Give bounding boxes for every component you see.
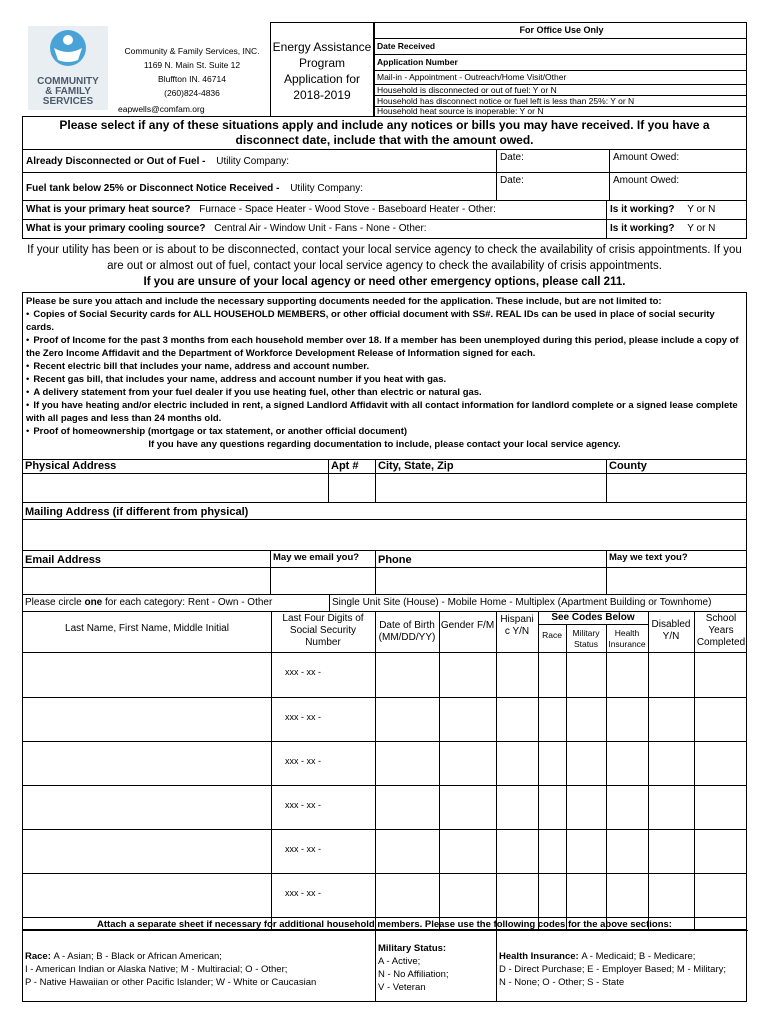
- may-email-input[interactable]: [271, 568, 375, 594]
- contact-section: [22, 551, 747, 595]
- col-race-header: Race: [542, 630, 562, 640]
- mailing-address-section: [22, 503, 747, 551]
- cooling-working-label: Is it working?: [610, 223, 675, 234]
- document-item: • Proof of homeownership (mortgage or tax statement, or another official document): [26, 426, 408, 437]
- may-email-label: May we email you?: [273, 552, 360, 563]
- mailing-address-label: Mailing Address (if different from physical): [25, 506, 249, 518]
- document-item: • Recent gas bill, that includes your name, address and account number if you heat with gas.: [26, 374, 447, 385]
- physical-address-section: [22, 460, 747, 503]
- col-dob-header: Date of Birth (MM/DD/YY): [378, 620, 436, 643]
- ssn-mask: xxx - xx -: [285, 888, 321, 898]
- may-text-label: May we text you?: [609, 552, 688, 563]
- table-row[interactable]: [23, 786, 746, 829]
- date-received-field[interactable]: Date Received: [375, 39, 746, 55]
- phone-label: Phone: [378, 554, 412, 566]
- org-name: Community & Family Services, INC.: [124, 46, 260, 56]
- heat-working-yn[interactable]: Y or N: [687, 204, 716, 215]
- cooling-working-yn[interactable]: Y or N: [687, 223, 716, 234]
- cooling-source-options[interactable]: Central Air - Window Unit - Fans - None - Other:: [214, 223, 427, 234]
- phone-input[interactable]: [376, 568, 606, 594]
- col-disabled-header: Disabled Y/N: [651, 619, 691, 642]
- table-row[interactable]: [23, 653, 746, 697]
- military-codes: Military Status: A - Active; N - No Affiliation; V - Veteran: [378, 943, 449, 993]
- svg-text:COMMUNITY: COMMUNITY: [37, 76, 99, 87]
- heat-source-row: [22, 201, 747, 220]
- col-gender-header: Gender F/M: [440, 620, 495, 631]
- heat-source-options[interactable]: Furnace - Space Heater - Wood Stove - Baseboard Heater - Other:: [199, 204, 496, 215]
- dwelling-type-options[interactable]: Single Unit Site (House) - Mobile Home - Multiplex (Apartment Building or Townhome): [332, 597, 712, 608]
- ssn-mask: xxx - xx -: [285, 712, 321, 722]
- fuel-below-label: Fuel tank below 25% or Disconnect Notice Received -: [26, 183, 280, 194]
- intake-method[interactable]: Mail-in - Appointment - Outreach/Home Visit/Other: [375, 71, 746, 85]
- col-military-header: Military Status: [572, 628, 600, 649]
- ssn-mask: xxx - xx -: [285, 800, 321, 810]
- email-input[interactable]: [23, 568, 270, 594]
- codes-legend: [22, 930, 747, 1002]
- col-hispanic-header: Hispanic Y/N: [500, 614, 534, 637]
- form-header: [22, 22, 747, 116]
- attach-sheet-note: Attach a separate sheet if necessary for additional household members. Please use the following codes for the above sections:: [97, 919, 672, 930]
- program-title-line4: 2018-2019: [293, 88, 351, 102]
- ssn-mask: xxx - xx -: [285, 844, 321, 854]
- county-label: County: [609, 460, 647, 472]
- community-family-services-logo: [28, 26, 108, 110]
- program-title-line1: Energy Assistance: [272, 40, 372, 54]
- housing-tenure-row[interactable]: Please circle one for each category: Rent - Own - Other: [25, 597, 273, 608]
- heat-working-label: Is it working?: [610, 204, 675, 215]
- required-documents: [22, 292, 747, 460]
- table-row[interactable]: [23, 874, 746, 917]
- table-row[interactable]: [23, 742, 746, 785]
- disconnected-label: Already Disconnected or Out of Fuel -: [26, 156, 206, 167]
- disconnect-date-field[interactable]: Date:: [496, 150, 609, 172]
- document-item: • A delivery statement from your fuel dealer if you use heating fuel, other than electric or natural gas.: [26, 387, 482, 398]
- cooling-source-label: What is your primary cooling source?: [26, 223, 206, 234]
- race-codes: Race: A - Asian; B - Black or African American; I - American Indian or Alaska Native; M - Multiracial; O - Other; P - Native Hawaiian or other Pacific Islander; W - White or Caucasian: [25, 951, 317, 988]
- disconnected-yn[interactable]: Household is disconnected or out of fuel: Y or N: [375, 85, 746, 96]
- svg-text:SERVICES: SERVICES: [42, 96, 94, 107]
- crisis-notice-211: If you are unsure of your local agency or need other emergency options, please call 211.: [143, 276, 626, 288]
- email-address-label: Email Address: [25, 554, 102, 566]
- table-row[interactable]: [23, 830, 746, 873]
- org-address-line1: 1169 N. Main St. Suite 12: [143, 60, 241, 70]
- program-title: [270, 22, 374, 116]
- situations-heading: Please select if any of these situations apply and include any notices or bills you may have received. If you have a disconnect date, include that with the amount owed.: [22, 116, 747, 150]
- city-state-zip-label: City, State, Zip: [378, 460, 454, 472]
- health-codes: Health Insurance: A - Medicaid; B - Medicare; D - Direct Purchase; E - Employer Based; M - Military; N - None; O - Other; S - State: [499, 951, 726, 988]
- county-input[interactable]: [607, 474, 747, 502]
- svg-text:& FAMILY: & FAMILY: [45, 86, 91, 97]
- fuel-date-field[interactable]: Date:: [496, 173, 609, 200]
- utility-company-label-2[interactable]: Utility Company:: [290, 183, 363, 194]
- crisis-notice-text: If your utility has been or is about to be disconnected, contact your local service agency to check the availability of crisis appointments. If you are out or almost out of fuel, contact your local service agency to check the availability of crisis appointments.: [27, 244, 742, 272]
- documents-intro: Please be sure you attach and include the necessary supporting documents needed for the application. These include, but are not limited to:: [26, 296, 662, 307]
- apt-label: Apt #: [331, 460, 359, 472]
- disconnect-amount-field[interactable]: Amount Owed:: [609, 150, 746, 172]
- col-codes-header: See Codes Below: [538, 612, 648, 625]
- fuel-amount-field[interactable]: Amount Owed:: [609, 173, 746, 200]
- physical-address-input[interactable]: [23, 474, 328, 502]
- utility-company-label[interactable]: Utility Company:: [216, 156, 290, 167]
- physical-address-label: Physical Address: [25, 460, 117, 472]
- household-members-table: [22, 595, 747, 930]
- ssn-mask: xxx - xx -: [285, 756, 321, 766]
- document-item: • Copies of Social Security cards for ALL HOUSEHOLD MEMBERS, or other official document with SS#. REAL IDs can be used in place of social security cards.: [26, 309, 715, 333]
- document-item: • Recent electric bill that includes your name, address and account number.: [26, 361, 370, 372]
- apt-input[interactable]: [329, 474, 375, 502]
- documents-footer: If you have any questions regarding documentation to include, please contact your local service agency.: [148, 439, 621, 450]
- application-form: [22, 22, 747, 1002]
- col-school-header: School Years Completed: [696, 613, 746, 648]
- city-state-zip-input[interactable]: [376, 474, 606, 502]
- col-health-header: Health Insurance: [608, 628, 646, 649]
- document-item: • If you have heating and/or electric included in rent, a signed Landlord Affidavit with all contact information for landlord complete or a signed lease complete with all pages and less than 24 months old.: [26, 400, 738, 424]
- heat-source-label: What is your primary heat source?: [26, 204, 191, 215]
- office-use-title: For Office Use Only: [375, 23, 746, 39]
- col-name-header: Last Name, First Name, Middle Initial: [65, 623, 229, 634]
- cooling-source-row: [22, 220, 747, 239]
- col-ssn-header: Last Four Digits of Social Security Number: [282, 613, 364, 648]
- may-text-input[interactable]: [607, 568, 747, 594]
- heat-inoperable-yn[interactable]: Household heat source is inoperable: Y or N: [377, 107, 544, 116]
- table-row[interactable]: [23, 698, 746, 741]
- program-title-line3: Application for: [283, 72, 361, 86]
- disconnect-notice-yn[interactable]: Household has disconnect notice or fuel left is less than 25%: Y or N: [375, 96, 746, 107]
- org-address-line2: Bluffton IN. 46714: [158, 74, 226, 84]
- application-number-field[interactable]: Application Number: [375, 55, 746, 71]
- mailing-address-input[interactable]: [23, 520, 746, 550]
- org-email: eapwells@comfam.org: [118, 104, 205, 114]
- program-title-line2: Program: [298, 56, 345, 70]
- fuel-below-row: [22, 173, 747, 201]
- office-use-box: [374, 22, 747, 116]
- crisis-notice: [22, 242, 747, 290]
- ssn-mask: xxx - xx -: [285, 667, 321, 677]
- org-phone: (260)824-4836: [164, 88, 220, 98]
- document-item: • Proof of Income for the past 3 months from each household member over 18. If a member has been unemployed during this period, please include a copy of the Zero Income Affidavit and the Department of Workforce Development Release of Information signed for each.: [26, 335, 739, 359]
- disconnected-row: [22, 150, 747, 173]
- org-info: [122, 44, 262, 100]
